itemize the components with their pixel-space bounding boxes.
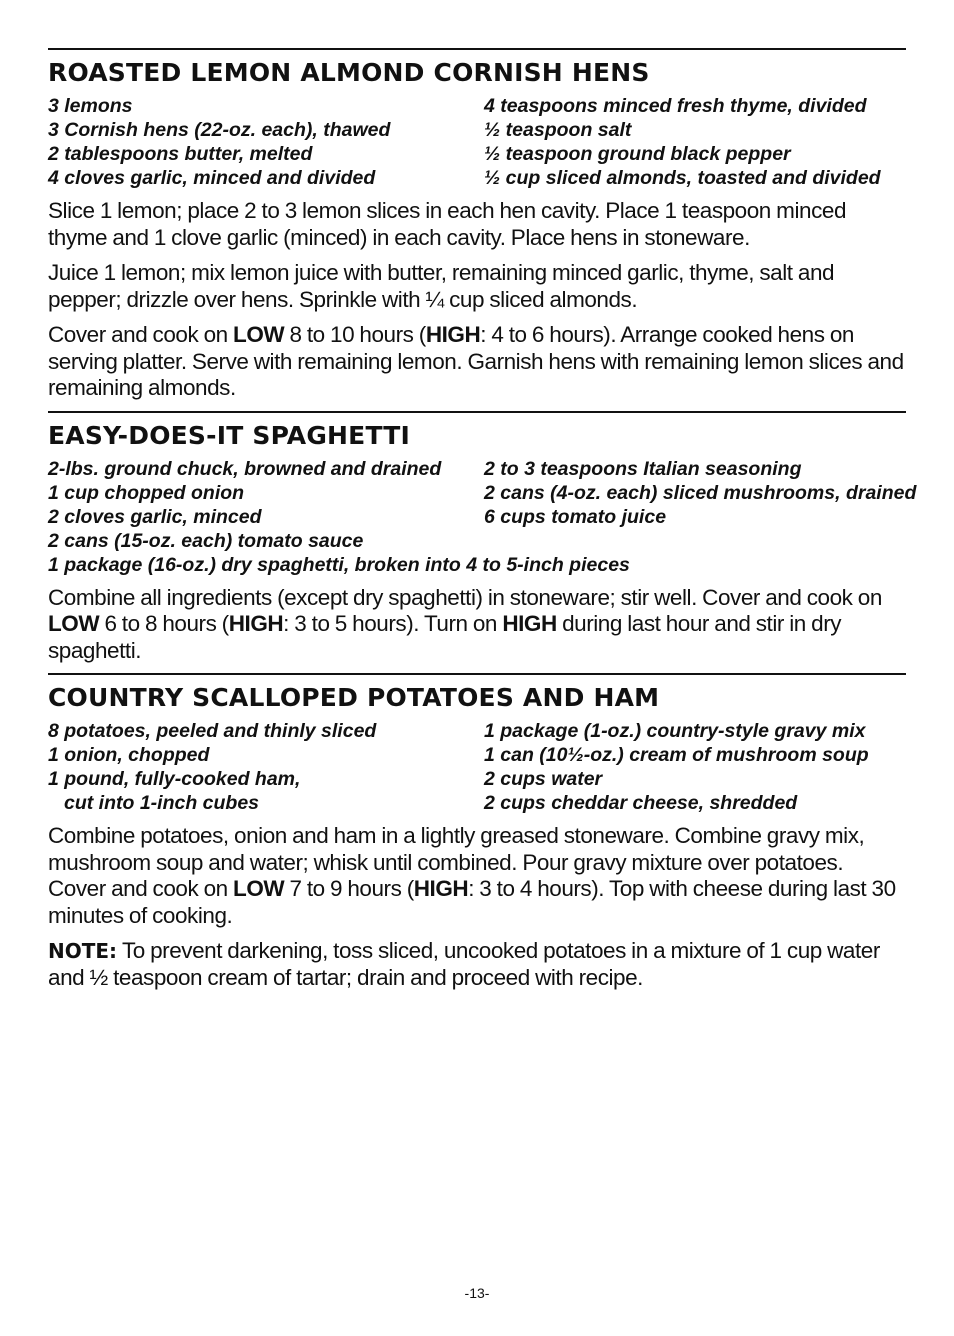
instruction-paragraph bbox=[48, 322, 906, 402]
instruction-text: Combine all ingredients (except dry spaghetti) in stoneware; stir well. Cover and cook on bbox=[48, 584, 882, 610]
section-divider bbox=[48, 673, 906, 675]
ingredient-list bbox=[48, 457, 917, 577]
instruction-text: Combine potatoes, onion and ham in a lightly greased stoneware. Combine gravy mix, mushroom soup and water; whisk until combined. Pour gravy mixture over potatoes. Cover and cook on bbox=[48, 823, 865, 901]
recipe-roasted-lemon-almond-cornish-hens bbox=[48, 48, 906, 402]
instruction-text: : 3 to 4 hours). Top with cheese during last 30 minutes of cooking. bbox=[48, 876, 896, 928]
low-setting: LOW bbox=[233, 876, 285, 901]
recipe-title: EASY-DOES-IT SPAGHETTI bbox=[48, 420, 411, 450]
recipe-country-scalloped-potatoes-and-ham bbox=[48, 673, 906, 991]
ingredient-column-right bbox=[484, 719, 906, 815]
instruction-text: 8 to 10 hours ( bbox=[284, 322, 426, 347]
ingredient: 3 Cornish hens (22-oz. each), thawed bbox=[48, 119, 391, 141]
ingredient: 2 cups cheddar cheese, shredded bbox=[484, 792, 798, 814]
ingredient: 1 cup chopped onion bbox=[48, 481, 245, 504]
ingredient: ½ teaspoon salt bbox=[484, 119, 632, 141]
low-setting: LOW bbox=[233, 322, 285, 347]
high-setting: HIGH bbox=[502, 611, 557, 636]
instruction-text: during last hour and stir in dry spaghetti. bbox=[48, 611, 842, 663]
instruction-paragraph bbox=[48, 823, 906, 929]
recipe-title: COUNTRY SCALLOPED POTATOES AND HAM bbox=[48, 683, 660, 712]
ingredient: 2 cans (15-oz. each) tomato sauce bbox=[48, 529, 364, 552]
ingredient: ½ teaspoon ground black pepper bbox=[484, 143, 791, 165]
ingredient: 2 cloves garlic, minced bbox=[48, 505, 262, 528]
instruction-paragraph bbox=[48, 585, 906, 665]
ingredient: 8 potatoes, peeled and thinly sliced bbox=[48, 720, 377, 742]
recipe-title: ROASTED LEMON ALMOND CORNISH HENS bbox=[48, 58, 650, 87]
ingredient: 4 teaspoons minced fresh thyme, divided bbox=[484, 95, 867, 117]
ingredient-column-left bbox=[48, 94, 484, 190]
note-label: NOTE: bbox=[48, 939, 118, 963]
ingredient: 2 tablespoons butter, melted bbox=[48, 143, 313, 165]
ingredient: 1 package (16-oz.) dry spaghetti, broken into 4 to 5-inch pieces bbox=[48, 553, 630, 576]
ingredient: 2 cans (4-oz. each) sliced mushrooms, drained bbox=[484, 481, 917, 504]
ingredient: 6 cups tomato juice bbox=[484, 505, 667, 528]
ingredient: 2-lbs. ground chuck, browned and drained bbox=[48, 457, 442, 480]
recipe-easy-does-it-spaghetti bbox=[48, 411, 917, 665]
ingredient-column-left bbox=[48, 457, 484, 553]
note-paragraph bbox=[48, 938, 906, 991]
high-setting: HIGH bbox=[228, 611, 284, 636]
ingredient: 2 cups water bbox=[484, 768, 603, 790]
ingredient-column-right bbox=[484, 457, 917, 553]
ingredient: 1 can (10½-oz.) cream of mushroom soup bbox=[484, 744, 869, 766]
ingredient: cut into 1-inch cubes bbox=[64, 792, 260, 814]
section-divider bbox=[48, 48, 906, 50]
ingredient-list bbox=[48, 94, 906, 190]
ingredient-list bbox=[48, 719, 906, 815]
instruction-text: Cover and cook on bbox=[48, 322, 234, 347]
high-setting: HIGH bbox=[413, 876, 469, 901]
page-number: -13- bbox=[464, 1285, 490, 1301]
ingredient: 4 cloves garlic, minced and divided bbox=[48, 167, 376, 189]
ingredient: 1 onion, chopped bbox=[48, 744, 210, 766]
low-setting: LOW bbox=[48, 611, 100, 636]
instruction-paragraph: Juice 1 lemon; mix lemon juice with butter, remaining minced garlic, thyme, salt and pepper; drizzle over hens. Sprinkle with ¼ cup sliced almonds. bbox=[48, 260, 835, 312]
ingredient-column-left bbox=[48, 719, 484, 815]
instruction-text: 7 to 9 hours ( bbox=[284, 876, 414, 901]
ingredient: 3 lemons bbox=[48, 95, 133, 117]
ingredient: 1 package (1-oz.) country-style gravy mix bbox=[484, 720, 866, 742]
high-setting: HIGH bbox=[425, 322, 481, 347]
ingredient-column-right bbox=[484, 94, 906, 190]
ingredient: 2 to 3 teaspoons Italian seasoning bbox=[484, 457, 802, 480]
instruction-paragraph: Slice 1 lemon; place 2 to 3 lemon slices in each hen cavity. Place 1 teaspoon minced thyme and 1 clove garlic (minced) in each cavity. Place hens in stoneware. bbox=[48, 198, 847, 250]
ingredient: 1 pound, fully-cooked ham, bbox=[48, 768, 301, 790]
recipe-page bbox=[48, 48, 917, 1000]
ingredient: ½ cup sliced almonds, toasted and divided bbox=[484, 167, 881, 189]
section-divider bbox=[48, 411, 906, 413]
note-text: To prevent darkening, toss sliced, uncooked potatoes in a mixture of 1 cup water and ½ teaspoon cream of tartar; drain and proceed with recipe. bbox=[48, 938, 880, 990]
instruction-text: : 3 to 5 hours). Turn on bbox=[283, 611, 503, 636]
instruction-text: : 4 to 6 hours). Arrange cooked hens on serving platter. Serve with remaining lemon. Garnish hens with remaining lemon slices and remaining almonds. bbox=[48, 322, 904, 400]
instruction-text: 6 to 8 hours ( bbox=[99, 611, 229, 636]
